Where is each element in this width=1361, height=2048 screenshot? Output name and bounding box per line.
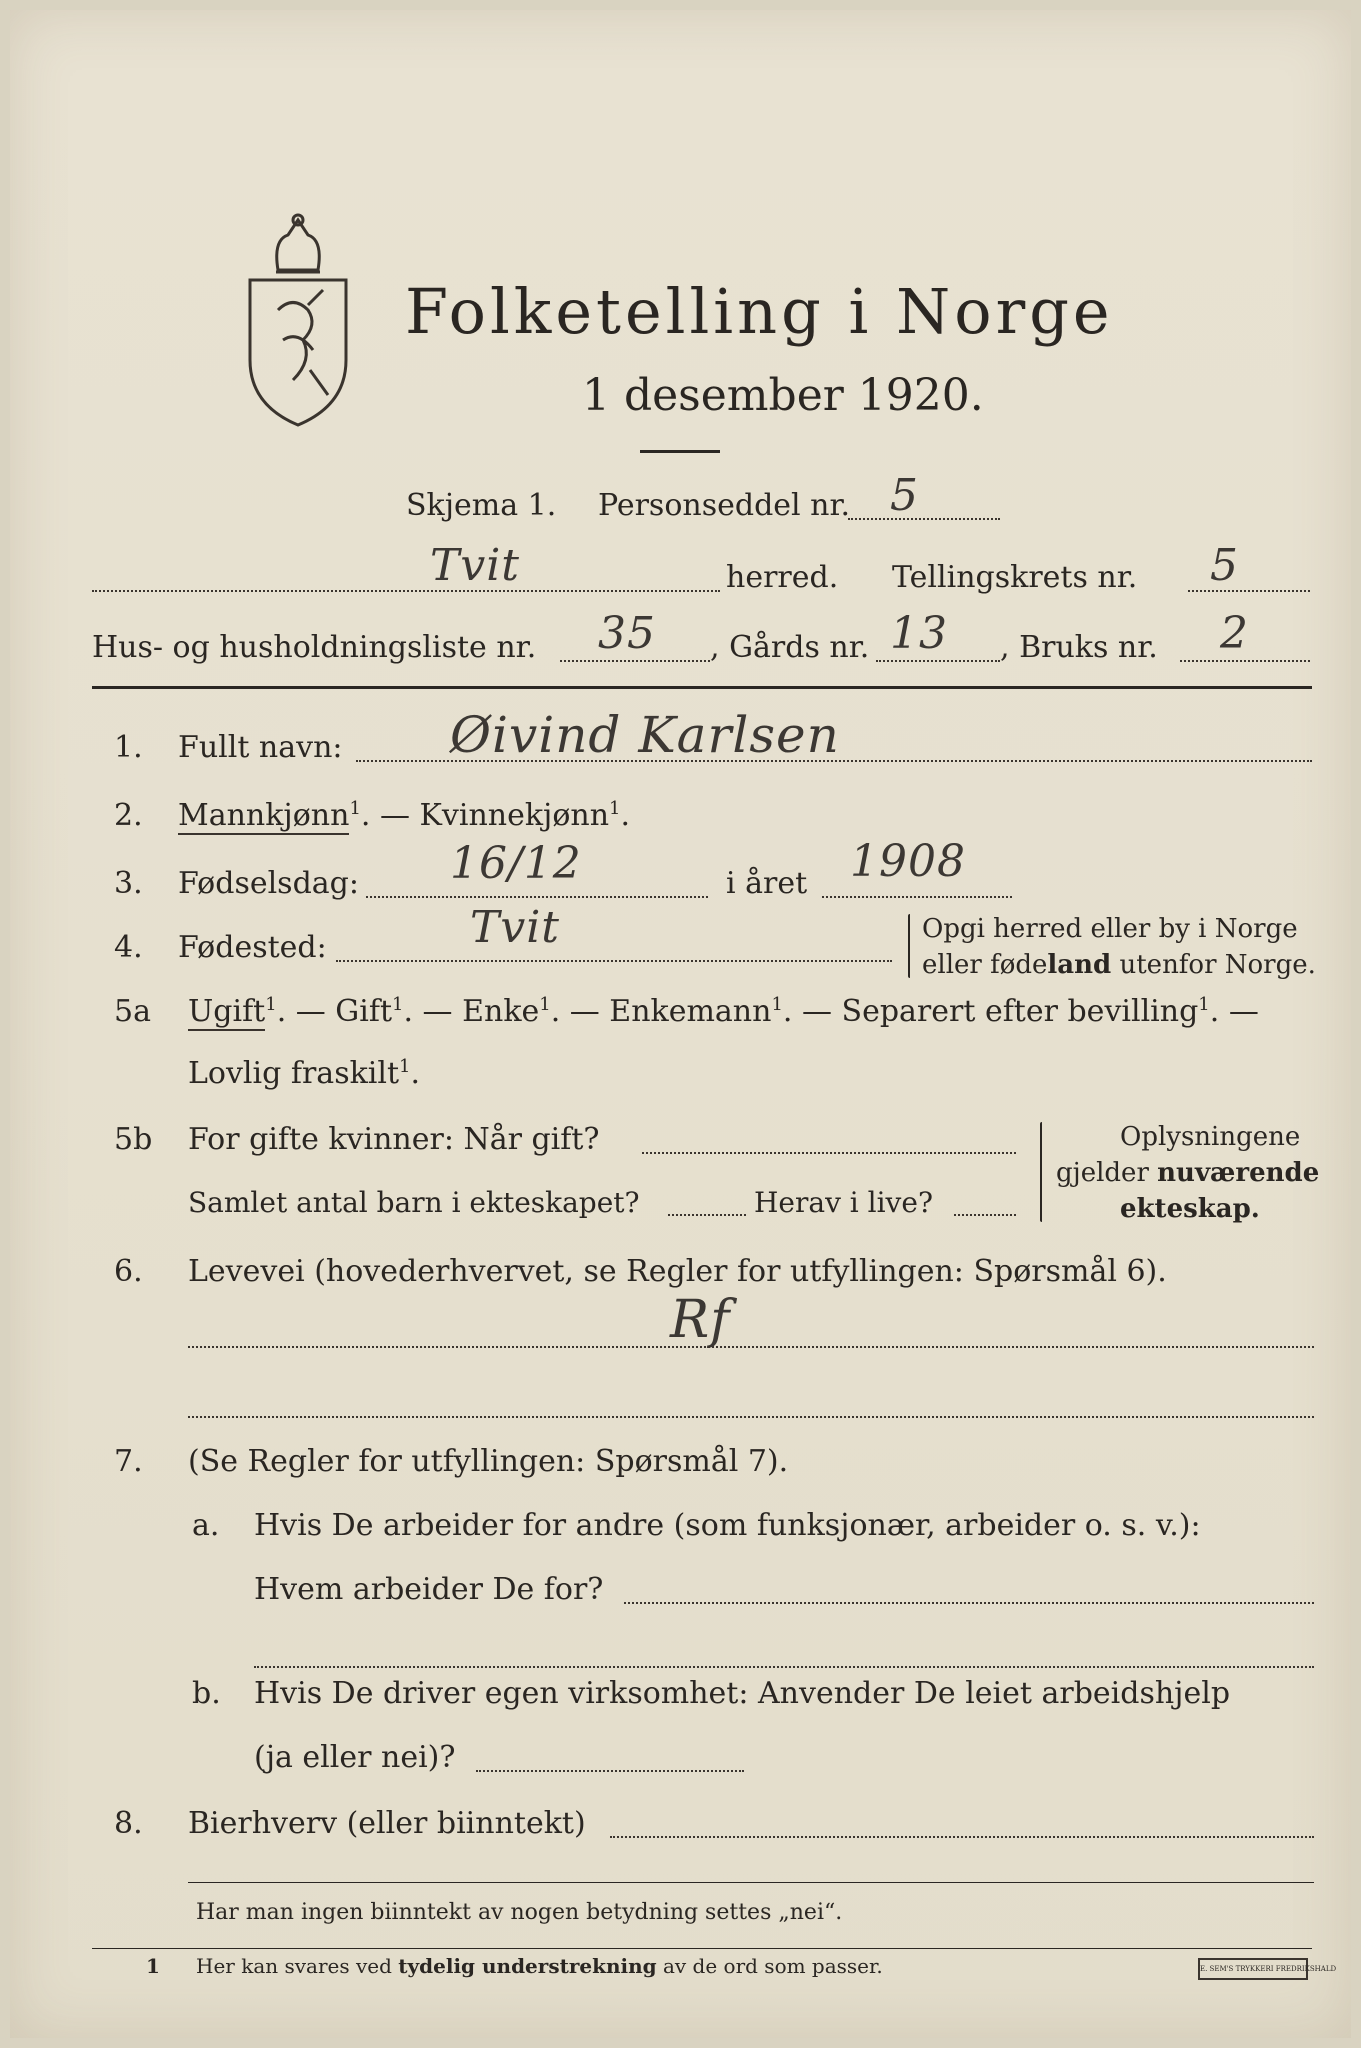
husholdning-label: Hus- og husholdningsliste nr. <box>92 630 537 665</box>
q5b-number: 5b <box>114 1122 153 1157</box>
q6-line-2 <box>188 1416 1314 1418</box>
title-divider <box>640 450 720 453</box>
q2-sex: Mannkjønn$^1$. — Kvinnekjønn$^1$. <box>178 798 631 833</box>
q2-male: Mannkjønn <box>178 798 350 833</box>
q4-note-2: eller fødeland utenfor Norge. <box>922 950 1316 980</box>
q5b-brace <box>1040 1122 1042 1222</box>
q7-label: (Se Regler for utfyllingen: Spørsmål 7). <box>188 1444 789 1479</box>
q3-line <box>366 896 708 898</box>
footnote-marker: 1 <box>609 798 621 819</box>
q7a-label: Hvis De arbeider for andre (som funksjonær, arbeider o. s. v.): <box>254 1508 1201 1543</box>
gards-value: 13 <box>890 608 948 659</box>
footer-note: Har man ingen biinntekt av nogen betydning settes „nei“. <box>196 1900 843 1925</box>
q7-number: 7. <box>114 1444 143 1479</box>
q5b-barn-line <box>668 1214 746 1216</box>
q6-line-1 <box>188 1346 1314 1348</box>
q5b-note-2: gjelder nuværende <box>1056 1158 1320 1188</box>
q5b-line <box>642 1152 1016 1154</box>
gards-line <box>876 660 1000 662</box>
personseddel-line <box>848 518 1000 520</box>
tellingskrets-value: 5 <box>1210 540 1239 591</box>
footnote-marker: 1 <box>349 798 361 819</box>
gards-label: , Gårds nr. <box>710 630 870 665</box>
q7a-who: Hvem arbeider De for? <box>254 1572 604 1607</box>
q7b-label: Hvis De driver egen virksomhet: Anvender De leiet arbeidshjelp <box>254 1676 1231 1711</box>
printer-stamp: E. SEM'S TRYKKERI FREDRIKSHALD <box>1198 1958 1308 1980</box>
q4-note-1: Opgi herred eller by i Norge <box>922 914 1298 944</box>
q4-brace <box>908 914 910 978</box>
q7b-line <box>476 1770 744 1772</box>
tellingskrets-line <box>1188 590 1310 592</box>
q6-number: 6. <box>114 1254 143 1289</box>
header-divider <box>92 686 1312 689</box>
form-date: 1 desember 1920. <box>582 370 984 421</box>
husholdning-value: 35 <box>598 608 656 659</box>
q7a-letter: a. <box>192 1508 220 1543</box>
q3-year-label: i året <box>726 866 808 901</box>
q7b-yesno: (ja eller nei)? <box>254 1740 456 1775</box>
herred-value: Tvit <box>430 540 520 591</box>
q8-label: Bierhverv (eller biinntekt) <box>188 1806 586 1841</box>
q4-number: 4. <box>114 930 143 965</box>
footnote-number: 1 <box>146 1954 160 1978</box>
footnote-divider <box>92 1948 1312 1949</box>
q6-label: Levevei (hovederhvervet, se Regler for utfyllingen: Spørsmål 6). <box>188 1254 1167 1289</box>
q8-number: 8. <box>114 1806 143 1841</box>
q5a-status: Ugift$^1$. — Gift$^1$. — Enke$^1$. — Enkemann$^1$. — Separert efter bevilling$^1$. — <box>188 994 1259 1029</box>
q5b-note-1: Oplysningene <box>1120 1122 1301 1152</box>
q7a-line-2 <box>254 1666 1314 1668</box>
herred-label: herred. <box>726 560 839 595</box>
q2-number: 2. <box>114 798 143 833</box>
q1-value: Øivind Karlsen <box>450 706 840 764</box>
q3-year-line <box>822 896 1012 898</box>
bruks-label: , Bruks nr. <box>1000 630 1158 665</box>
q2-female: Kvinnekjønn <box>419 798 610 833</box>
footer-divider <box>188 1882 1314 1883</box>
q3-label: Fødselsdag: <box>178 866 359 901</box>
q3-value: 16/12 <box>450 838 582 889</box>
q6-value: Rf <box>670 1290 731 1350</box>
form-title: Folketelling i Norge <box>405 275 1114 348</box>
footnote-text: Her kan svares ved tydelig understrekning av de ord som passer. <box>196 1954 883 1978</box>
q7a-line-1 <box>624 1602 1314 1604</box>
skjema-label: Skjema 1. <box>406 488 557 523</box>
husholdning-line <box>560 660 710 662</box>
q3-year-value: 1908 <box>850 836 966 887</box>
q5b-label: For gifte kvinner: Når gift? <box>188 1122 600 1157</box>
personseddel-value: 5 <box>890 470 919 521</box>
q4-value: Tvit <box>470 902 560 953</box>
coat-of-arms-icon <box>238 210 358 430</box>
q5b-live-line <box>954 1214 1016 1216</box>
personseddel-label: Personseddel nr. <box>598 488 851 523</box>
q5b-live: Herav i live? <box>754 1186 933 1219</box>
q4-label: Fødested: <box>178 930 327 965</box>
q5a-number: 5a <box>114 994 151 1029</box>
tellingskrets-label: Tellingskrets nr. <box>892 560 1138 595</box>
q5a-lovlig: Lovlig fraskilt$^1$. <box>188 1056 421 1091</box>
q7b-letter: b. <box>192 1676 221 1711</box>
q1-number: 1. <box>114 730 143 765</box>
q5b-barn: Samlet antal barn i ekteskapet? <box>188 1186 640 1219</box>
q4-line <box>336 960 892 962</box>
census-form <box>10 10 1351 2038</box>
q3-number: 3. <box>114 866 143 901</box>
q5a-ugift: Ugift <box>188 994 266 1029</box>
q5b-note-3: ekteskap. <box>1120 1194 1260 1224</box>
bruks-line <box>1180 660 1310 662</box>
q1-label: Fullt navn: <box>178 730 343 765</box>
bruks-value: 2 <box>1220 608 1249 659</box>
herred-line <box>92 590 720 592</box>
q8-line <box>610 1836 1314 1838</box>
q2-separator: . — <box>360 798 420 833</box>
